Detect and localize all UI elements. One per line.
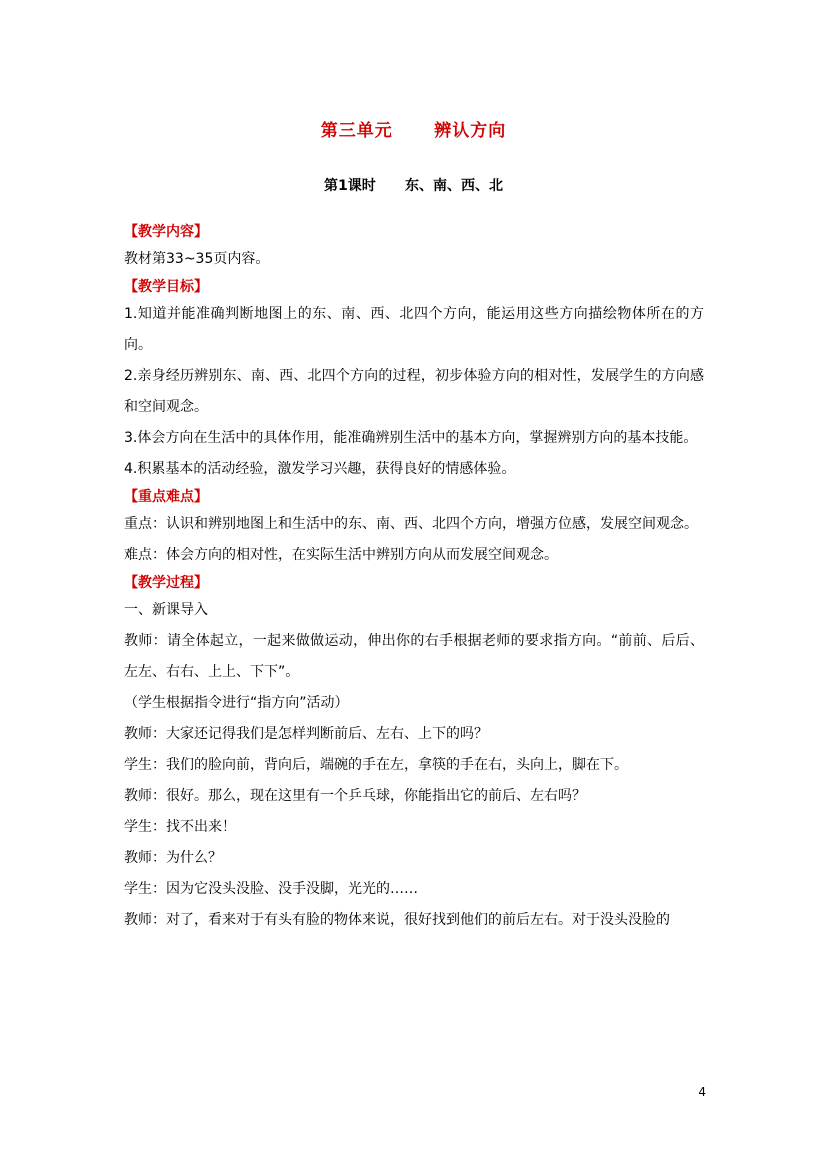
teaching-content-heading: 【教学内容】 (124, 224, 208, 240)
dialogue-line: 教师：大家还记得我们是怎样判断前后、左右、上下的吗？ (124, 726, 488, 742)
document-body (124, 220, 704, 936)
teaching-goals-heading: 【教学目标】 (124, 279, 208, 295)
unit-title: 第三单元 辨认方向 (320, 121, 507, 141)
goal-1: 1.知道并能准确判断地图上的东、南、西、北四个方向，能运用这些方向描绘物体所在的方向。 (124, 306, 704, 353)
key-difficult-heading: 【重点难点】 (124, 489, 208, 505)
dialogue-line: （学生根据指令进行“指方向”活动） (124, 695, 349, 711)
page-number: 4 (698, 1085, 706, 1099)
teaching-content-text: 教材第33~35页内容。 (124, 251, 270, 267)
goal-3: 3.体会方向在生活中的具体作用，能准确辨别生活中的基本方向，掌握辨别方向的基本技能。 (124, 430, 698, 446)
dialogue-line: 教师：为什么？ (124, 850, 222, 866)
dialogue-line: 教师：请全体起立，一起来做做运动，伸出你的右手根据老师的要求指方向。“前前、后后、左左、右右、上上、下下”。 (124, 633, 704, 680)
teaching-process-heading: 【教学过程】 (124, 575, 208, 591)
dialogue-line: 教师：对了，看来对于有头有脸的物体来说，很好找到他们的前后左右。对于没头没脸的 (124, 912, 670, 928)
process-intro: 一、新课导入 (124, 602, 208, 618)
dialogue-line: 学生：因为它没头没脸、没手没脚，光光的…… (124, 881, 418, 897)
lesson-title: 第1课时 东、南、西、北 (324, 178, 503, 194)
dialogue-line: 教师：很好。那么，现在这里有一个乒乓球，你能指出它的前后、左右吗？ (124, 788, 586, 804)
dialogue-line: 学生：我们的脸向前，背向后，端碗的手在左，拿筷的手在右，头向上，脚在下。 (124, 757, 628, 773)
goal-2: 2.亲身经历辨别东、南、西、北四个方向的过程，初步体验方向的相对性，发展学生的方向感和空间观念。 (124, 368, 704, 415)
dialogue-line: 学生：找不出来！ (124, 819, 236, 835)
difficult-point: 难点：体会方向的相对性，在实际生活中辨别方向从而发展空间观念。 (124, 547, 558, 563)
key-point: 重点：认识和辨别地图上和生活中的东、南、西、北四个方向，增强方位感，发展空间观念。 (124, 516, 698, 532)
goal-4: 4.积累基本的活动经验，激发学习兴趣，获得良好的情感体验。 (124, 461, 516, 477)
